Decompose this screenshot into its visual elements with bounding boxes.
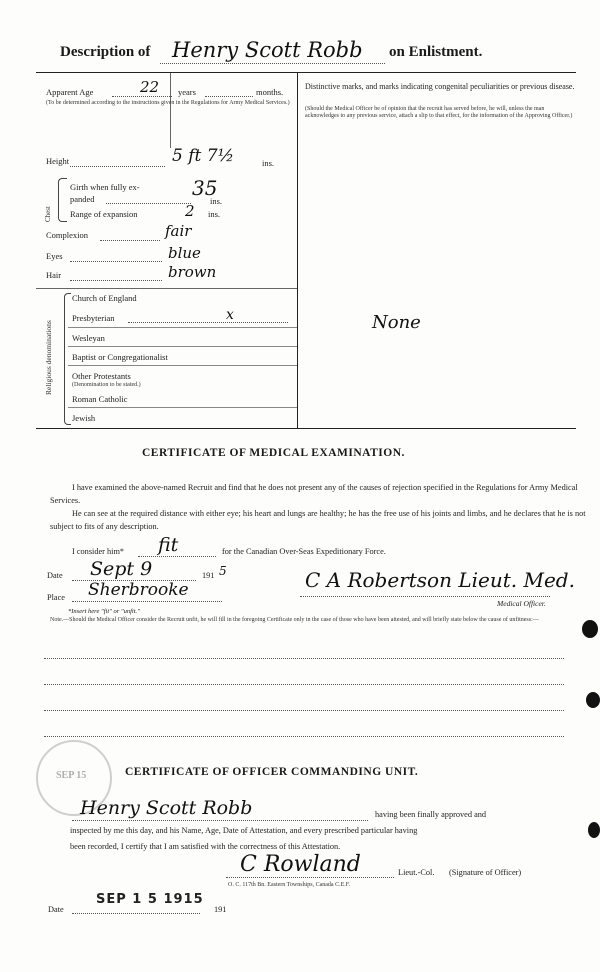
- officer-sig-dots: [300, 596, 550, 597]
- chest-side-label: Chest: [44, 206, 52, 222]
- age-note: (To be determined according to the instructions given in the Regulations for Army Medical Services.): [46, 100, 290, 106]
- commanding-officer-signature: C Rowland: [240, 852, 361, 877]
- commanding-date-label: Date: [48, 905, 64, 914]
- commanding-date-stamp: SEP 1 5 1915: [96, 892, 204, 907]
- religion-row-rule: [68, 407, 297, 408]
- hair-value: brown: [168, 263, 217, 281]
- age-line: [112, 96, 172, 97]
- commanding-sig-dots: [226, 877, 394, 878]
- girth-dots: [106, 203, 191, 204]
- commanding-signature-label: (Signature of Officer): [449, 868, 522, 877]
- height-value: 5 ft 7½: [172, 146, 235, 166]
- religion-roman-catholic: Roman Catholic: [72, 394, 128, 404]
- punch-hole: [588, 822, 600, 838]
- medical-place-label: Place: [47, 593, 65, 602]
- complexion-label: Complexion: [46, 230, 89, 240]
- months-label: months.: [256, 87, 284, 97]
- hair-label: Hair: [46, 270, 62, 280]
- religion-other-protestants: Other Protestants: [72, 371, 131, 381]
- medical-place-value: Sherbrooke: [88, 580, 189, 600]
- presbyterian-dots: [128, 322, 288, 323]
- column-divider: [297, 73, 298, 428]
- unfitness-line-4: [44, 736, 564, 737]
- commanding-rank: Lieut.-Col.: [398, 868, 435, 877]
- stamp-text: SEP 15: [56, 770, 87, 781]
- complexion-value: fair: [165, 222, 192, 240]
- complexion-dots: [100, 240, 160, 241]
- commanding-date-dots: [72, 913, 200, 914]
- insert-note: *Insert here "fit" or "unfit.": [68, 608, 140, 615]
- description-bottom-rule: [36, 428, 576, 429]
- expansion-label: Range of expansion: [70, 209, 138, 219]
- medical-date-value: Sept 9: [90, 558, 153, 580]
- medical-date-label: Date: [47, 571, 63, 580]
- commanding-name-dots: [72, 820, 368, 821]
- marks-note: (Should the Medical Officer be of opinion that the recruit has served before, he will, unless the man acknowledges to any previous service, attach a slip to that effect, for the information of the Approving Officer.): [305, 106, 573, 119]
- medical-officer-signature: C A Robertson Lieut. Med.: [305, 568, 575, 592]
- consider-value: fit: [158, 534, 179, 556]
- medical-para-1: I have examined the above-named Recruit and find that he does not present any of the causes of rejection specified in the Regulations for Army Medical Services.: [50, 483, 578, 505]
- commanding-name-value: Henry Scott Robb: [80, 797, 253, 819]
- apparent-age-value: 22: [140, 78, 160, 96]
- consider-prefix: I consider him*: [72, 547, 125, 556]
- religion-row-rule: [68, 346, 297, 347]
- consider-suffix: for the Canadian Over-Seas Expeditionary Force.: [222, 547, 386, 556]
- title-suffix: on Enlistment.: [389, 44, 483, 60]
- girth-value: 35: [192, 176, 218, 200]
- expansion-unit: ins.: [208, 209, 221, 219]
- religion-top-rule: [36, 288, 297, 289]
- chest-bracket: [58, 178, 67, 222]
- religion-wesleyan: Wesleyan: [72, 333, 105, 343]
- unfitness-line-3: [44, 710, 564, 711]
- religion-side-label: Religious denominations: [44, 320, 53, 395]
- age-divider: [170, 73, 171, 148]
- unfitness-line-1: [44, 658, 564, 659]
- commanding-date-suffix: 191: [214, 905, 227, 914]
- religion-church-of-england: Church of England: [72, 293, 137, 303]
- height-unit: ins.: [262, 158, 275, 168]
- girth-unit: ins.: [210, 196, 223, 206]
- commanding-para-b: inspected by me this day, and his Name, Age, Date of Attestation, and every prescribed particular having: [70, 826, 418, 835]
- girth-label-2: panded: [70, 194, 95, 204]
- place-dots: [72, 601, 222, 602]
- medical-heading: CERTIFICATE OF MEDICAL EXAMINATION.: [142, 447, 405, 459]
- commanding-para-c: been recorded, I certify that I am satisfied with the correctness of this Attestation.: [70, 842, 341, 851]
- eyes-value: blue: [168, 244, 201, 262]
- months-line: [205, 96, 253, 97]
- medical-note: Note.—Should the Medical Officer consider the Recruit unfit, he will fill in the foregoing Certificate only in the case of those who have been attested, and will briefly state below the cause of unfitness:—: [50, 617, 539, 623]
- height-dots: [70, 166, 165, 167]
- medical-year-value: 5: [219, 564, 227, 578]
- religion-row-rule: [68, 365, 297, 366]
- medical-para-2: He can see at the required distance with either eye; his heart and lungs are healthy; he has the free use of his joints and limbs, and he declares that he is not subject to fits of any description.: [50, 509, 586, 531]
- apparent-age-label: Apparent Age: [46, 87, 94, 97]
- expansion-value: 2: [185, 202, 195, 220]
- title-prefix: Description of: [60, 44, 151, 60]
- marks-value: None: [372, 312, 421, 333]
- medical-officer-label: Medical Officer.: [497, 599, 546, 608]
- eyes-label: Eyes: [46, 251, 63, 261]
- girth-label-1: Girth when fully ex-: [70, 182, 140, 192]
- medical-year-prefix: 191: [202, 571, 215, 580]
- religion-denomination-note: (Denomination to be stated.): [72, 382, 141, 388]
- commanding-heading: CERTIFICATE OF OFFICER COMMANDING UNIT.: [125, 766, 419, 778]
- recruit-name: Henry Scott Robb: [172, 38, 363, 62]
- top-rule: [36, 72, 576, 73]
- commanding-para-a: having been finally approved and: [375, 810, 487, 819]
- unfitness-line-2: [44, 684, 564, 685]
- commanding-unit-line: O. C. 117th Bn. Eastern Townships, Canada C.E.F.: [228, 882, 351, 888]
- consider-dots: [138, 556, 216, 557]
- punch-hole: [582, 620, 598, 638]
- religion-jewish: Jewish: [72, 413, 96, 423]
- punch-hole: [586, 692, 600, 708]
- eyes-dots: [70, 261, 162, 262]
- marks-heading: Distinctive marks, and marks indicating congenital peculiarities or previous disease.: [305, 82, 575, 91]
- height-label: Height: [46, 156, 70, 166]
- religion-bracket: [64, 293, 71, 425]
- religion-baptist: Baptist or Congregationalist: [72, 352, 168, 362]
- name-underline: [160, 63, 385, 64]
- hair-dots: [70, 280, 162, 281]
- religion-presbyterian: Presbyterian: [72, 313, 115, 323]
- religion-row-rule: [68, 327, 297, 328]
- religion-mark: x: [226, 307, 234, 323]
- years-label: years: [178, 87, 196, 97]
